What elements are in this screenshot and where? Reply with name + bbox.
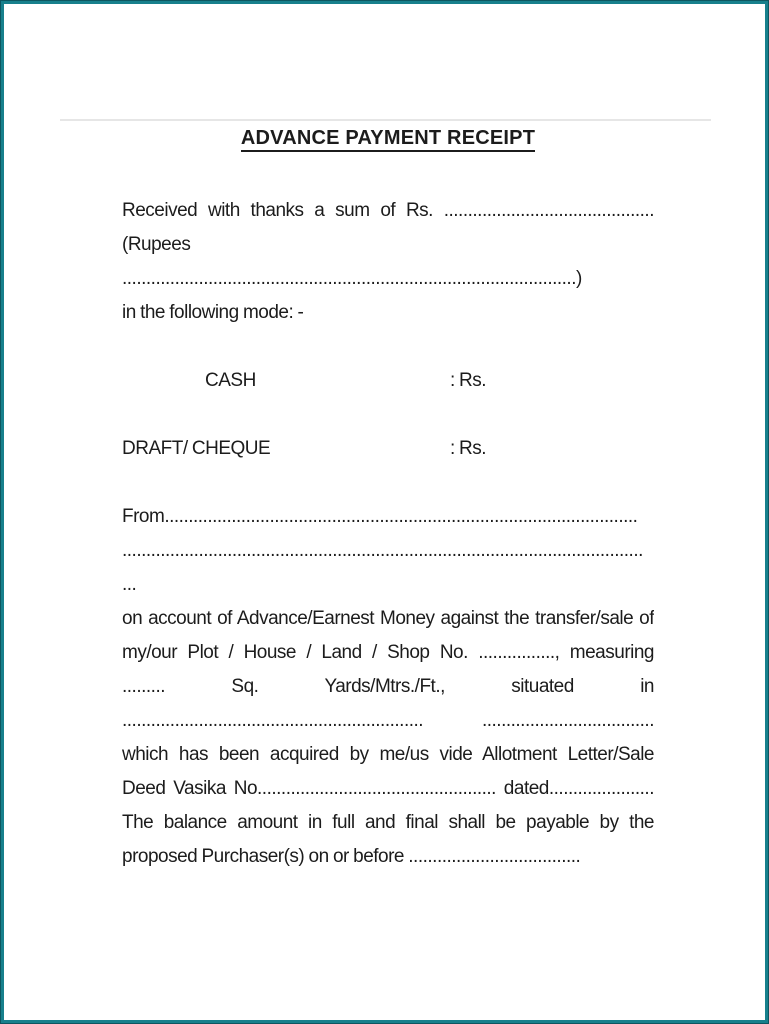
spacer bbox=[122, 466, 654, 500]
cash-amount-field: : Rs. bbox=[450, 370, 487, 391]
cash-label: CASH bbox=[205, 370, 256, 391]
document-body bbox=[122, 194, 654, 874]
line-from-dots-end: ... bbox=[122, 574, 137, 595]
line-received-sum: Received with thanks a sum of Rs. ............................................ bbox=[122, 200, 654, 221]
line-payment-mode: in the following mode: - bbox=[122, 302, 304, 323]
document-title-text: ADVANCE PAYMENT RECEIPT bbox=[241, 127, 535, 152]
row-cash bbox=[122, 364, 654, 398]
line-location-dots: ............................................................... .................................... bbox=[122, 710, 654, 731]
line-from: From................................................................................................... bbox=[122, 506, 638, 527]
line-from-dots-continued: ............................................................................................................. bbox=[122, 540, 643, 561]
spacer bbox=[122, 330, 654, 364]
scan-divider-line bbox=[60, 119, 711, 121]
line-deed-vasika-dated: Deed Vasika No.................................................. dated...................... bbox=[122, 778, 654, 799]
line-balance-payable: The balance amount in full and final shall be payable by the bbox=[122, 812, 654, 833]
line-rupees-dots: ...............................................................................................) bbox=[122, 268, 582, 289]
spacer bbox=[122, 398, 654, 432]
line-acquired-allotment: which has been acquired by me/us vide Allotment Letter/Sale bbox=[122, 744, 654, 765]
line-sq-yards-situated: ......... Sq. Yards/Mtrs./Ft., situated in bbox=[122, 676, 654, 697]
line-rupees-open: (Rupees bbox=[122, 234, 191, 255]
row-draft-cheque bbox=[122, 432, 654, 466]
draft-cheque-label: DRAFT/ CHEQUE bbox=[122, 438, 271, 459]
line-plot-house-land-shop: my/our Plot / House / Land / Shop No. ................, measuring bbox=[122, 642, 654, 663]
document-title bbox=[122, 127, 654, 150]
line-proposed-purchaser: proposed Purchaser(s) on or before .................................... bbox=[122, 846, 581, 867]
line-on-account: on account of Advance/Earnest Money against the transfer/sale of bbox=[122, 608, 654, 629]
draft-cheque-amount-field: : Rs. bbox=[450, 438, 487, 459]
